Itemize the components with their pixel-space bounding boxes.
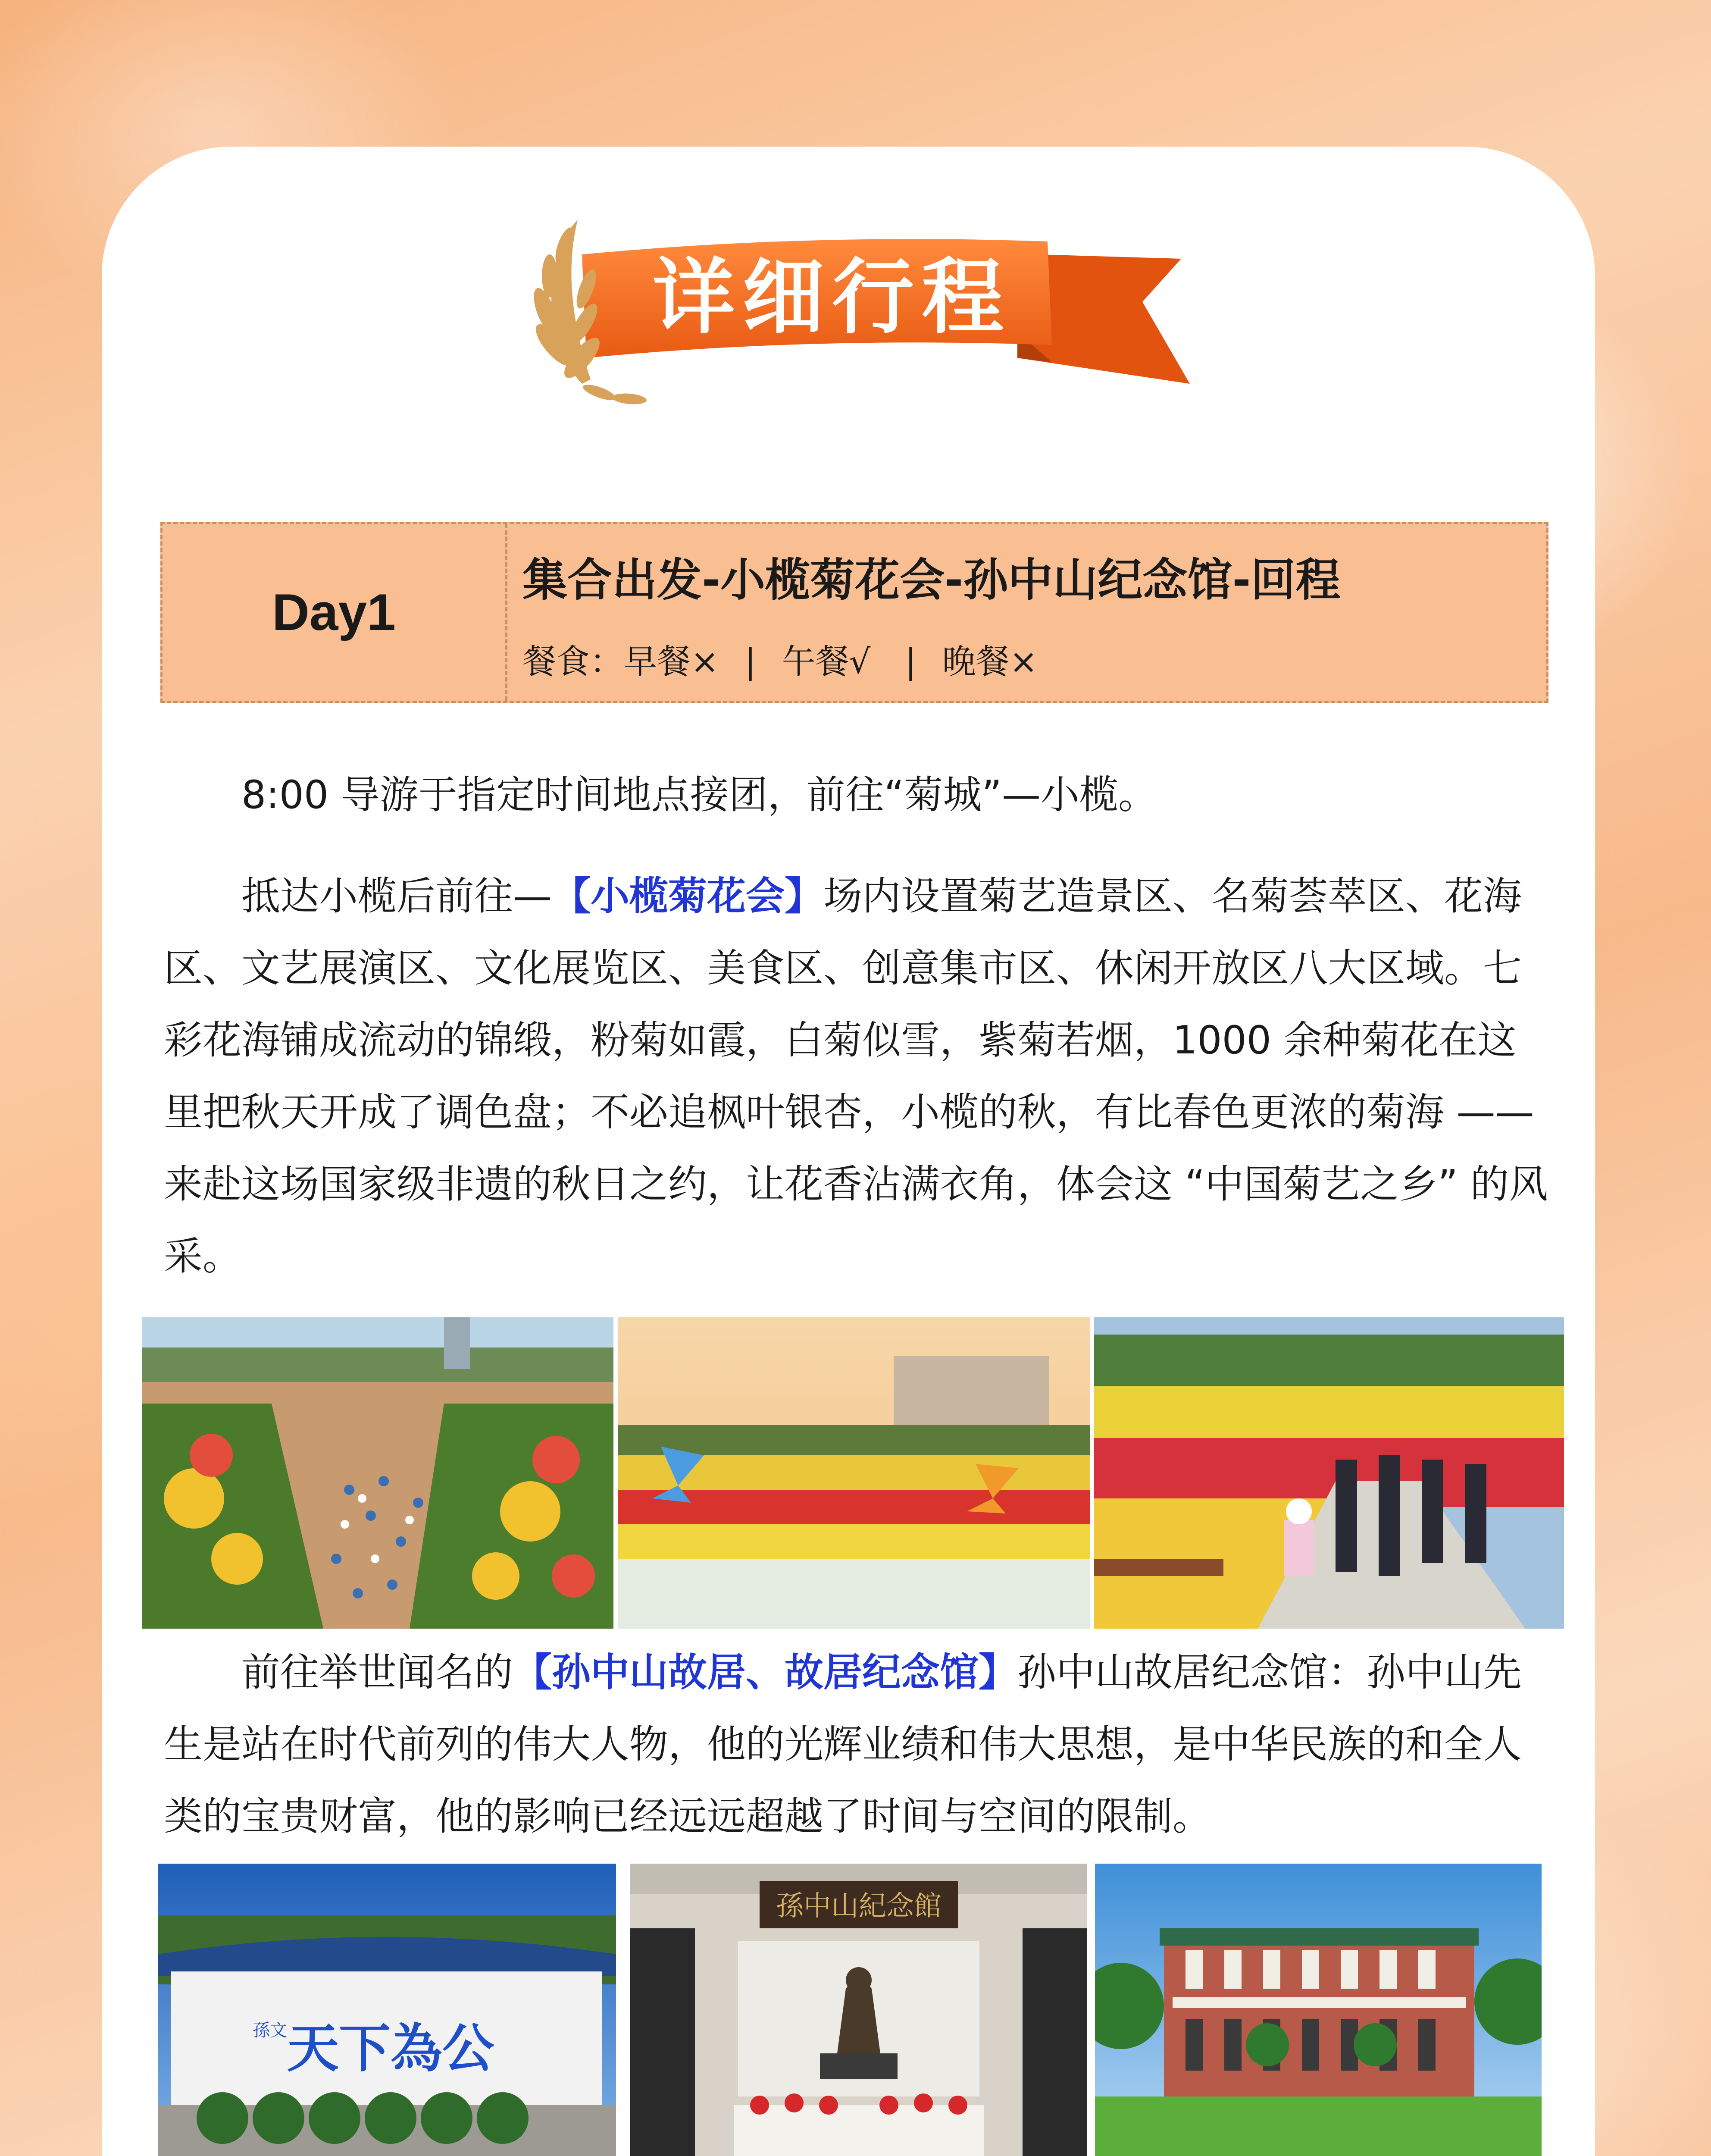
page-title: 详细行程	[652, 250, 1011, 345]
meals-prefix: 餐食：	[522, 642, 624, 681]
photo-tianxia-weigong-monument	[158, 1864, 616, 2156]
meal-lunch: 午餐√	[782, 642, 871, 681]
day-route: 集合出发-小榄菊花会-孙中山纪念馆-回程	[522, 554, 1341, 606]
photo-family-flower-path	[1094, 1317, 1564, 1629]
monument-signature: 孫文	[253, 2021, 287, 2040]
paragraph-xiaolan	[164, 860, 1552, 1292]
highlight-sun-yatsen-residence: 【孙中山故居、故居纪念馆】	[513, 1650, 1017, 1695]
photo-festival-crowd	[142, 1317, 613, 1629]
photo-memorial-building	[1095, 1864, 1542, 2156]
p2-body: 场内设置菊艺造景区、名菊荟萃区、花海区、文艺展演区、文化展览区、美食区、创意集市区、休闲开放区八大区域。七彩花海铺成流动的锦缎，粉菊如霞，白菊似雪，紫菊若烟，1000 余种菊花在这里把秋天开成了调色盘；不必追枫叶银杏，小榄的秋，有比春色更浓的菊海 —— 来赴这场国家级非遗的秋日之约，让花香沾满衣角，体会这 “中国菊艺之乡” 的风采。	[164, 874, 1548, 1279]
meals-info	[522, 638, 1055, 686]
day-header-table	[160, 522, 1548, 703]
photo-memorial-hall-statue	[630, 1864, 1087, 2156]
title-banner	[509, 203, 1198, 405]
p3-body: 孙中山故居纪念馆：孙中山先生是站在时代前列的伟大人物，他的光辉业绩和伟大思想，是中华民族的和全人类的宝贵财富，他的影响已经远远超越了时间与空间的限制。	[164, 1650, 1522, 1839]
monument-inscription: 天下為公	[287, 2018, 494, 2079]
paragraph-sun-yatsen	[164, 1636, 1552, 1852]
meal-separator: |	[744, 642, 756, 681]
meal-breakfast: 早餐×	[623, 642, 719, 681]
p3-intro: 前往举世闻名的	[241, 1650, 513, 1695]
table-divider	[505, 524, 507, 701]
highlight-xiaolan-festival: 【小榄菊花会】	[552, 874, 823, 919]
memorial-plaque: 孫中山紀念館	[776, 1890, 942, 1922]
day-label: Day1	[272, 583, 396, 641]
photo-flower-field	[618, 1317, 1090, 1629]
meal-separator: |	[905, 642, 916, 681]
p2-intro: 抵达小榄后前往—	[241, 874, 552, 919]
paragraph-departure: 8:00 导游于指定时间地点接团，前往“菊城”—小榄。	[241, 772, 1157, 818]
meal-dinner: 晚餐×	[942, 642, 1038, 681]
